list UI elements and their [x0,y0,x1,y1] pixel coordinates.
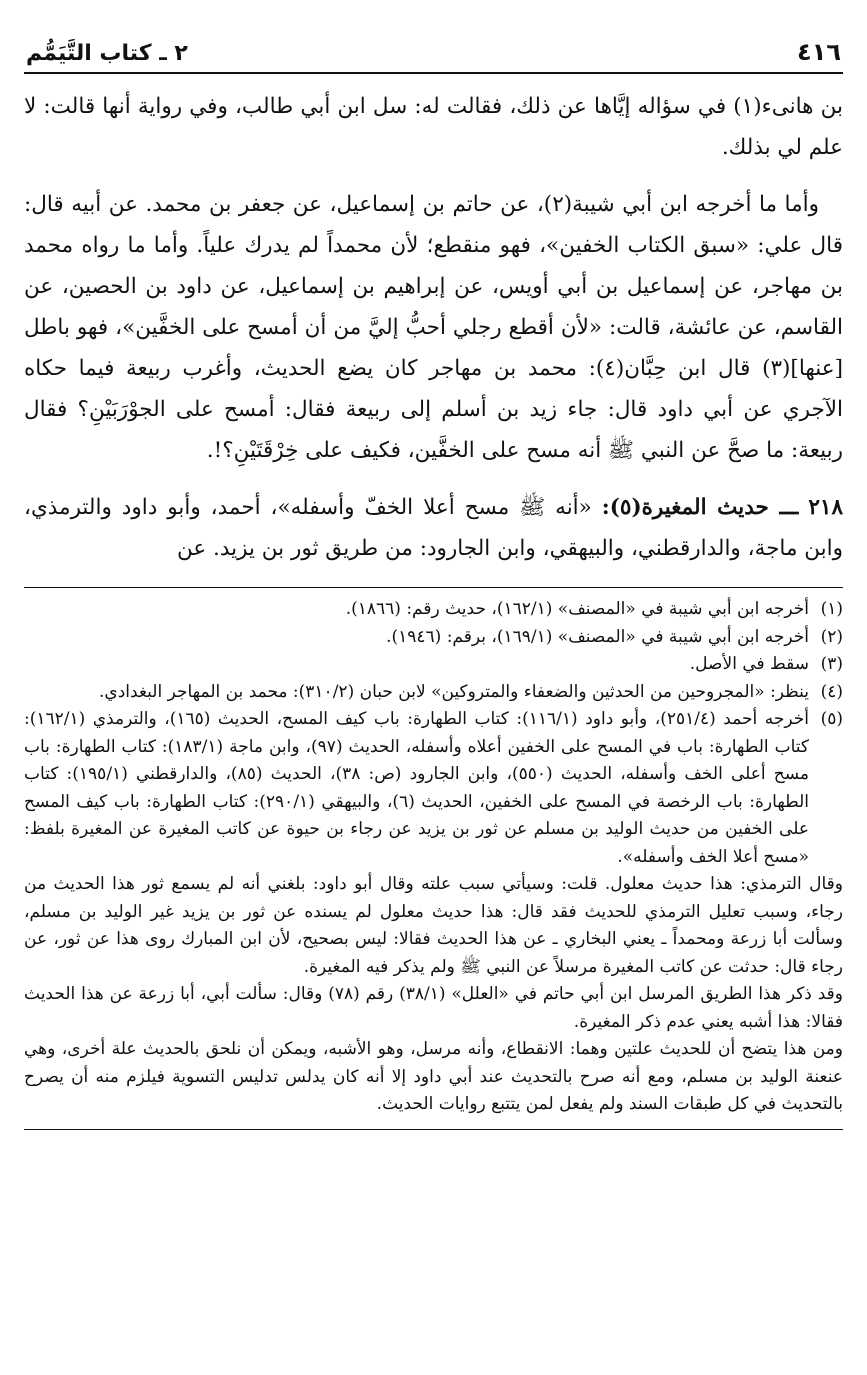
hadith-title: ـــ حديث المغيرة(٥): [601,495,799,520]
footnote-5 [24,706,843,871]
footnote-continuation-2: وقد ذكر هذا الطريق المرسل ابن أبي حاتم في «العلل» (٣٨/١) رقم (٧٨) وقال: سألت أبي، أبا زرعة عن هذا الحديث فقالا: هذا أشبه يعني عدم ذكر المغيرة. [24,984,843,1032]
footnote-text: سقط في الأصل. [689,654,809,674]
footnote-text: ينظر: «المجروحين من الحدثين والضعفاء والمتروكين» لابن حبان (٣١٠/٢): محمد بن المهاجر البغدادي. [99,681,809,702]
footnote-number: (٤) [820,681,843,702]
footnotes [24,596,843,1119]
book-page [24,22,843,1335]
hadith-text: «أنه ﷺ مسح أعلا الخفّ وأسفله»، أحمد، وأبو داود والترمذي، وابن ماجة، والدارقطني، والبيهقي، وابن الجارود: من طريق ثور بن يزيد. عن [24,495,843,561]
footnote-3 [24,651,843,679]
main-text [24,86,843,569]
footnote-1 [24,596,843,624]
footnote-2 [24,624,843,652]
bottom-rule [24,1129,843,1130]
chapter-title: ٢ ـ كتاب التَّيَمُّم [26,41,188,66]
hadith-paragraph [24,487,843,569]
footnote-number: (٢) [820,626,843,647]
footnote-number: (٣) [820,654,843,674]
footnote-continuation-3: ومن هذا يتضح أن للحديث علتين وهما: الانقطاع، وأنه مرسل، وهو الأشبه، ويمكن أن نلحق بالحديث علة أخرى، وهي عنعنة الوليد بن مسلم، ومع أنه صرح بالتحديث عند أبي داود إلا أنه كان يدلس تدليس التسوية فيلزم منه أن يصرح بالتحديث في كل طبقات السند ولم يفعل لمن يتتبع روايات الحديث. [24,1039,843,1114]
page-header [24,22,843,74]
footnote-4 [24,679,843,707]
footnote-number: (٥) [820,709,843,729]
footnote-continuation-1: وقال الترمذي: هذا حديث معلول. قلت: وسيأتي سبب علته وقال أبو داود: بلغني أنه لم يسمع ثور هذا الحديث من رجاء، وسبب تعليل الترمذي للحديث فقد قال: هذا حديث معلول لم يسنده عن ثور بن يزيد غير الوليد بن مسلم، وسألت أبا زرعة ومحمداً ـ يعني البخاري ـ عن هذا الحديث فقالا: ليس بصحيح، لأن ابن المبارك روى هذا عن ثور، عن رجاء قال: حدثت عن كاتب المغيرة مرسلاً عن النبي ﷺ ولم يذكر فيه المغيرة. [24,874,843,977]
paragraph-2: وأما ما أخرجه ابن أبي شيبة(٢)، عن حاتم بن إسماعيل، عن جعفر بن محمد. عن أبيه قال: قال علي: «سبق الكتاب الخفين»، فهو منقطع؛ لأن محمداً لم يدرك علياً. وأما ما رواه محمد بن مهاجر، عن إسماعيل بن أبي أويس، عن إبراهيم بن إسماعيل، عن داود بن الحصين، عن القاسم، عن عائشة، قالت: «لأن أقطع رجلي أحبُّ إليَّ من أن أمسح على الخفَّين»، فهو باطل [عنها](٣) قال ابن حِبَّان(٤): محمد بن مهاجر كان يضع الحديث، وأغرب ربيعة فيما حكاه الآجري عن أبي داود قال: جاء زيد بن أسلم إلى ربيعة فقال: أمسح على الجوْرَبَيْنِ؟ فقال ربيعة: ما صحَّ عن النبي ﷺ أنه مسح على الخفَّين، فكيف على خِرْقَتَيْنِ؟!. [24,192,843,463]
footnote-separator [24,587,843,588]
footnote-text: أخرجه أحمد (٢٥١/٤)، وأبو داود (١١٦/١): كتاب الطهارة: باب كيف المسح، الحديث (١٦٥)، والترمذي (١٦٢/١): كتاب الطهارة: باب في المسح على الخفين أعلاه وأسفله، الحديث (٩٧)، وابن ماجة (١٨٣/١): كتاب الطهارة: باب مسح أعلى الخف وأسفله، الحديث (٥٥٠)، وابن الجارود (ص: ٣٨)، الحديث (٨٥)، والدارقطني (١٩٥/١): كتاب الطهارة: باب الرخصة في المسح على الخفين، الحديث (٦)، والبيهقي (٢٩٠/١): كتاب الطهارة: باب كيف المسح على الخفين من حديث الوليد بن مسلم عن ثور بن يزيد عن رجاء بن حيوة عن كاتب المغيرة عن المغيرة بلفظ: «مسح أعلا الخف وأسفله». [24,709,810,867]
footnote-text: أخرجه ابن أبي شيبة في «المصنف» (١٦٢/١)، حديث رقم: (١٨٦٦). [345,599,809,619]
footnote-text: أخرجه ابن أبي شيبة في «المصنف» (١٦٩/١)، برقم: (١٩٤٦). [386,626,809,647]
page-number: ٤١٦ [797,38,841,66]
footnote-number: (١) [820,599,843,619]
paragraph-1: بن هانىء(١) في سؤاله إيَّاها عن ذلك، فقالت له: سل ابن أبي طالب، وفي رواية أنها قالت: لا علم لي بذلك. [24,94,843,160]
hadith-number: ٢١٨ [808,495,843,520]
